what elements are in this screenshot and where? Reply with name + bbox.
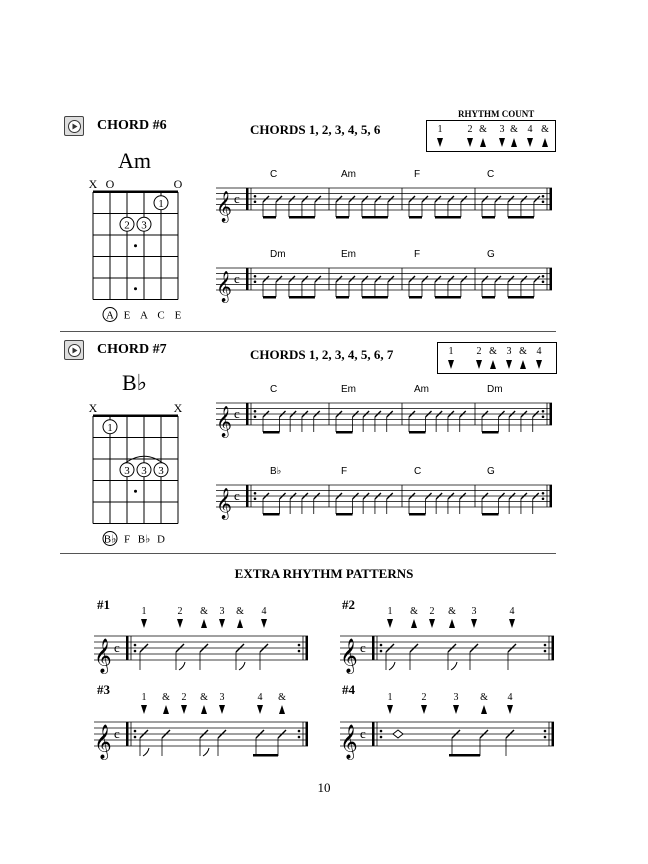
pattern-4-label: #4 [342, 682, 355, 697]
nut [93, 415, 178, 418]
beam [508, 216, 534, 219]
string-note: F [123, 533, 131, 546]
downstroke-arrow-icon [387, 619, 393, 628]
downstroke-arrow-icon [141, 619, 147, 628]
beam [482, 216, 495, 219]
downstroke-arrow-icon [499, 138, 505, 147]
beam [263, 216, 276, 219]
string-note: A [106, 309, 114, 322]
repeat-dot [254, 275, 257, 278]
upstroke-arrow-icon [480, 138, 486, 147]
string-marker: X [88, 401, 98, 415]
count-label: 3 [471, 606, 477, 617]
play-button-chord7[interactable] [64, 340, 84, 360]
finger-number: 3 [124, 464, 130, 477]
chord7-name: B♭ [122, 370, 148, 395]
beam [263, 431, 280, 434]
staff-chord6-line1 [214, 170, 554, 225]
downstroke-arrow-icon [387, 705, 393, 714]
svg-canvas [338, 690, 556, 760]
chord-diagram-bflat [82, 400, 192, 545]
repeat-dot [542, 492, 545, 495]
downstroke-arrow-icon [527, 138, 533, 147]
beam [435, 296, 461, 299]
treble-clef-icon: 𝄞 [340, 724, 358, 760]
common-time-icon: c [234, 406, 240, 421]
string-note: E [123, 309, 131, 322]
eighth-flag [239, 662, 245, 670]
treble-clef-icon: 𝄞 [94, 638, 112, 674]
whole-notehead [393, 730, 403, 738]
upstroke-arrow-icon [490, 360, 496, 369]
staff-chord7-line2 [214, 467, 554, 522]
treble-clef-icon: 𝄞 [216, 190, 232, 222]
repeat-dot [254, 280, 257, 283]
repeat-bar [372, 636, 375, 660]
chord-symbol: C [487, 169, 495, 180]
string-note: E [174, 309, 182, 322]
repeat-dot [544, 650, 547, 653]
repeat-bar [372, 722, 375, 746]
downstroke-arrow-icon [181, 705, 187, 714]
svg-canvas [214, 170, 554, 225]
eighth-flag [389, 662, 395, 670]
count-label: & [200, 692, 208, 703]
chord6-title: CHORD #6 [97, 118, 167, 133]
downstroke-arrow-icon [506, 360, 512, 369]
downstroke-arrow-icon [429, 619, 435, 628]
upstroke-arrow-icon [201, 705, 207, 714]
repeat-bar [550, 188, 553, 210]
common-time-icon: c [234, 191, 240, 206]
chord6-name: Am [118, 148, 151, 173]
string-marker: O [173, 177, 183, 191]
string-marker: X [88, 177, 98, 191]
svg-canvas [214, 385, 554, 440]
downstroke-arrow-icon [257, 705, 263, 714]
pattern-1-staff [92, 604, 310, 674]
finger-number: 3 [141, 464, 147, 477]
repeat-dot [254, 497, 257, 500]
downstroke-arrow-icon [471, 619, 477, 628]
repeat-dot [298, 736, 301, 739]
chord-symbol: F [341, 466, 348, 477]
count-label: 1 [141, 692, 147, 703]
extra-patterns-title: EXTRA RHYTHM PATTERNS [234, 566, 414, 581]
repeat-bar [550, 268, 553, 290]
repeat-dot [134, 736, 137, 739]
chord-symbol: Am [341, 169, 356, 180]
repeat-bar [246, 403, 249, 425]
upstroke-arrow-icon [411, 619, 417, 628]
upstroke-arrow-icon [201, 619, 207, 628]
repeat-bar [552, 636, 555, 660]
svg-canvas [214, 250, 554, 305]
chord-symbol: G [487, 466, 495, 477]
beam [263, 296, 276, 299]
repeat-bar [550, 485, 553, 507]
count-label: 4 [507, 692, 513, 703]
repeat-dot [544, 736, 547, 739]
repeat-dot [134, 650, 137, 653]
repeat-dot [544, 644, 547, 647]
string-note: B♭ [137, 533, 151, 546]
eighth-flag [451, 662, 457, 670]
svg-canvas [437, 344, 557, 374]
count-label: 4 [257, 692, 263, 703]
beam [362, 216, 388, 219]
count-label: & [200, 606, 208, 617]
count-label: & [541, 124, 549, 135]
svg-canvas [426, 122, 556, 152]
treble-clef-icon: 𝄞 [340, 638, 358, 674]
downstroke-arrow-icon [467, 138, 473, 147]
repeat-dot [544, 730, 547, 733]
repeat-dot [380, 730, 383, 733]
chord-symbol: F [414, 249, 421, 260]
repeat-dot [542, 497, 545, 500]
repeat-dot [542, 200, 545, 203]
repeat-dot [298, 730, 301, 733]
count-label: 3 [499, 124, 505, 135]
count-label: 2 [421, 692, 427, 703]
count-label: 2 [476, 346, 482, 357]
repeat-dot [542, 415, 545, 418]
repeat-dot [254, 410, 257, 413]
upstroke-arrow-icon [163, 705, 169, 714]
repeat-bar [246, 268, 249, 290]
beam [409, 431, 426, 434]
pattern-3-label: #3 [97, 682, 110, 697]
downstroke-arrow-icon [536, 360, 542, 369]
chord7-title: CHORD #7 [97, 342, 167, 357]
beam [482, 296, 495, 299]
string-note: D [157, 533, 165, 546]
beam [289, 216, 315, 219]
chord-symbol: B♭ [270, 466, 282, 477]
finger-number: 3 [141, 219, 147, 232]
count-label: 4 [261, 606, 267, 617]
beam [289, 296, 315, 299]
section-divider [60, 553, 556, 554]
count-label: 3 [506, 346, 512, 357]
chord-symbol: Dm [270, 249, 286, 260]
downstroke-arrow-icon [509, 619, 515, 628]
count-label: 1 [387, 692, 393, 703]
svg-canvas [82, 400, 192, 545]
play-button-chord6[interactable] [64, 116, 84, 136]
repeat-bar [126, 636, 129, 660]
pattern-4-staff [338, 690, 556, 760]
staff-chord7-line1 [214, 385, 554, 440]
count-label: 2 [181, 692, 187, 703]
pattern-1-label: #1 [97, 597, 110, 612]
count-label: 2 [429, 606, 435, 617]
count-label: 3 [219, 606, 225, 617]
upstroke-arrow-icon [279, 705, 285, 714]
chord6-chords-label: CHORDS 1, 2, 3, 4, 5, 6 [250, 122, 381, 137]
beam [409, 296, 422, 299]
common-time-icon: c [234, 271, 240, 286]
beam [409, 216, 422, 219]
chord-diagram-am [82, 176, 192, 321]
repeat-dot [254, 195, 257, 198]
repeat-bar [126, 722, 129, 746]
finger-number: 1 [107, 421, 113, 434]
repeat-dot [254, 415, 257, 418]
beam [253, 754, 278, 757]
chord-symbol: Am [414, 384, 429, 395]
count-label: 3 [219, 692, 225, 703]
repeat-dot [298, 650, 301, 653]
beam [482, 431, 499, 434]
downstroke-arrow-icon [453, 705, 459, 714]
string-marker: O [105, 177, 115, 191]
downstroke-arrow-icon [141, 705, 147, 714]
count-label: 1 [141, 606, 147, 617]
beam [336, 296, 349, 299]
count-label: 2 [467, 124, 473, 135]
svg-canvas [92, 690, 310, 760]
chord-symbol: Em [341, 249, 356, 260]
common-time-icon: c [360, 726, 366, 741]
eighth-flag [143, 748, 149, 756]
downstroke-arrow-icon [219, 619, 225, 628]
string-note: A [140, 309, 148, 322]
beam [362, 296, 388, 299]
beam [336, 216, 349, 219]
pattern-2-label: #2 [342, 597, 355, 612]
count-label: & [162, 692, 170, 703]
chord-symbol: Dm [487, 384, 503, 395]
upstroke-arrow-icon [449, 619, 455, 628]
finger-number: 1 [158, 197, 164, 210]
count-label: & [479, 124, 487, 135]
upstroke-arrow-icon [237, 619, 243, 628]
svg-canvas [338, 604, 556, 674]
treble-clef-icon: 𝄞 [216, 270, 232, 302]
chord-symbol: F [414, 169, 421, 180]
string-marker: X [173, 401, 183, 415]
pattern-2-staff [338, 604, 556, 674]
downstroke-arrow-icon [507, 705, 513, 714]
downstroke-arrow-icon [448, 360, 454, 369]
section-divider [60, 331, 556, 332]
eighth-flag [179, 662, 185, 670]
repeat-dot [134, 644, 137, 647]
play-icon [65, 341, 85, 361]
count-label: 4 [527, 124, 533, 135]
count-label: 1 [387, 606, 393, 617]
downstroke-arrow-icon [261, 619, 267, 628]
repeat-dot [298, 644, 301, 647]
svg-canvas [82, 176, 192, 321]
count-label: & [410, 606, 418, 617]
repeat-dot [542, 275, 545, 278]
common-time-icon: c [234, 488, 240, 503]
count-label: & [519, 346, 527, 357]
common-time-icon: c [114, 640, 120, 655]
string-note: C [157, 309, 165, 322]
svg-canvas [214, 467, 554, 522]
downstroke-arrow-icon [437, 138, 443, 147]
beam [482, 513, 499, 516]
upstroke-arrow-icon [481, 705, 487, 714]
rhythm-count-chord7 [437, 344, 557, 374]
count-label: & [236, 606, 244, 617]
downstroke-arrow-icon [177, 619, 183, 628]
repeat-bar [246, 188, 249, 210]
count-label: & [278, 692, 286, 703]
beam [449, 754, 480, 757]
common-time-icon: c [360, 640, 366, 655]
repeat-dot [254, 492, 257, 495]
beam [435, 216, 461, 219]
beam [508, 296, 534, 299]
page-number: 10 [317, 780, 331, 795]
beam [336, 513, 353, 516]
staff-chord6-line2 [214, 250, 554, 305]
count-label: 1 [437, 124, 443, 135]
treble-clef-icon: 𝄞 [216, 487, 232, 519]
upstroke-arrow-icon [511, 138, 517, 147]
chord7-chords-label: CHORDS 1, 2, 3, 4, 5, 6, 7 [250, 347, 394, 362]
count-label: & [480, 692, 488, 703]
downstroke-arrow-icon [476, 360, 482, 369]
repeat-bar [306, 636, 309, 660]
count-label: 2 [177, 606, 183, 617]
chord-symbol: C [270, 384, 278, 395]
count-label: 4 [509, 606, 515, 617]
count-label: 3 [453, 692, 459, 703]
beam [263, 513, 280, 516]
upstroke-arrow-icon [542, 138, 548, 147]
repeat-bar [552, 722, 555, 746]
finger-number: 3 [158, 464, 164, 477]
treble-clef-icon: 𝄞 [94, 724, 112, 760]
chord-symbol: G [487, 249, 495, 260]
rhythm-count-title: RHYTHM COUNT [458, 109, 535, 119]
chord-symbol: C [414, 466, 422, 477]
string-note: B♭ [103, 533, 117, 546]
repeat-dot [542, 280, 545, 283]
chord-symbol: C [270, 169, 278, 180]
fret-dot [134, 287, 137, 290]
repeat-dot [380, 736, 383, 739]
repeat-dot [542, 410, 545, 413]
repeat-dot [134, 730, 137, 733]
rhythm-count-chord6 [426, 122, 556, 152]
finger-number: 2 [124, 219, 130, 232]
count-label: & [489, 346, 497, 357]
upstroke-arrow-icon [520, 360, 526, 369]
downstroke-arrow-icon [219, 705, 225, 714]
repeat-dot [254, 200, 257, 203]
downstroke-arrow-icon [421, 705, 427, 714]
fret-dot [134, 244, 137, 247]
count-label: & [510, 124, 518, 135]
treble-clef-icon: 𝄞 [216, 405, 232, 437]
repeat-dot [542, 195, 545, 198]
pattern-3-staff [92, 690, 310, 760]
count-label: 1 [448, 346, 454, 357]
beam [336, 431, 353, 434]
repeat-dot [380, 644, 383, 647]
repeat-bar [306, 722, 309, 746]
chord-symbol: Em [341, 384, 356, 395]
fret-dot [134, 490, 137, 493]
repeat-bar [550, 403, 553, 425]
play-icon [65, 117, 85, 137]
count-label: 4 [536, 346, 542, 357]
repeat-dot [380, 650, 383, 653]
count-label: & [448, 606, 456, 617]
beam [409, 513, 426, 516]
svg-canvas [92, 604, 310, 674]
common-time-icon: c [114, 726, 120, 741]
repeat-bar [246, 485, 249, 507]
eighth-flag [203, 748, 209, 756]
